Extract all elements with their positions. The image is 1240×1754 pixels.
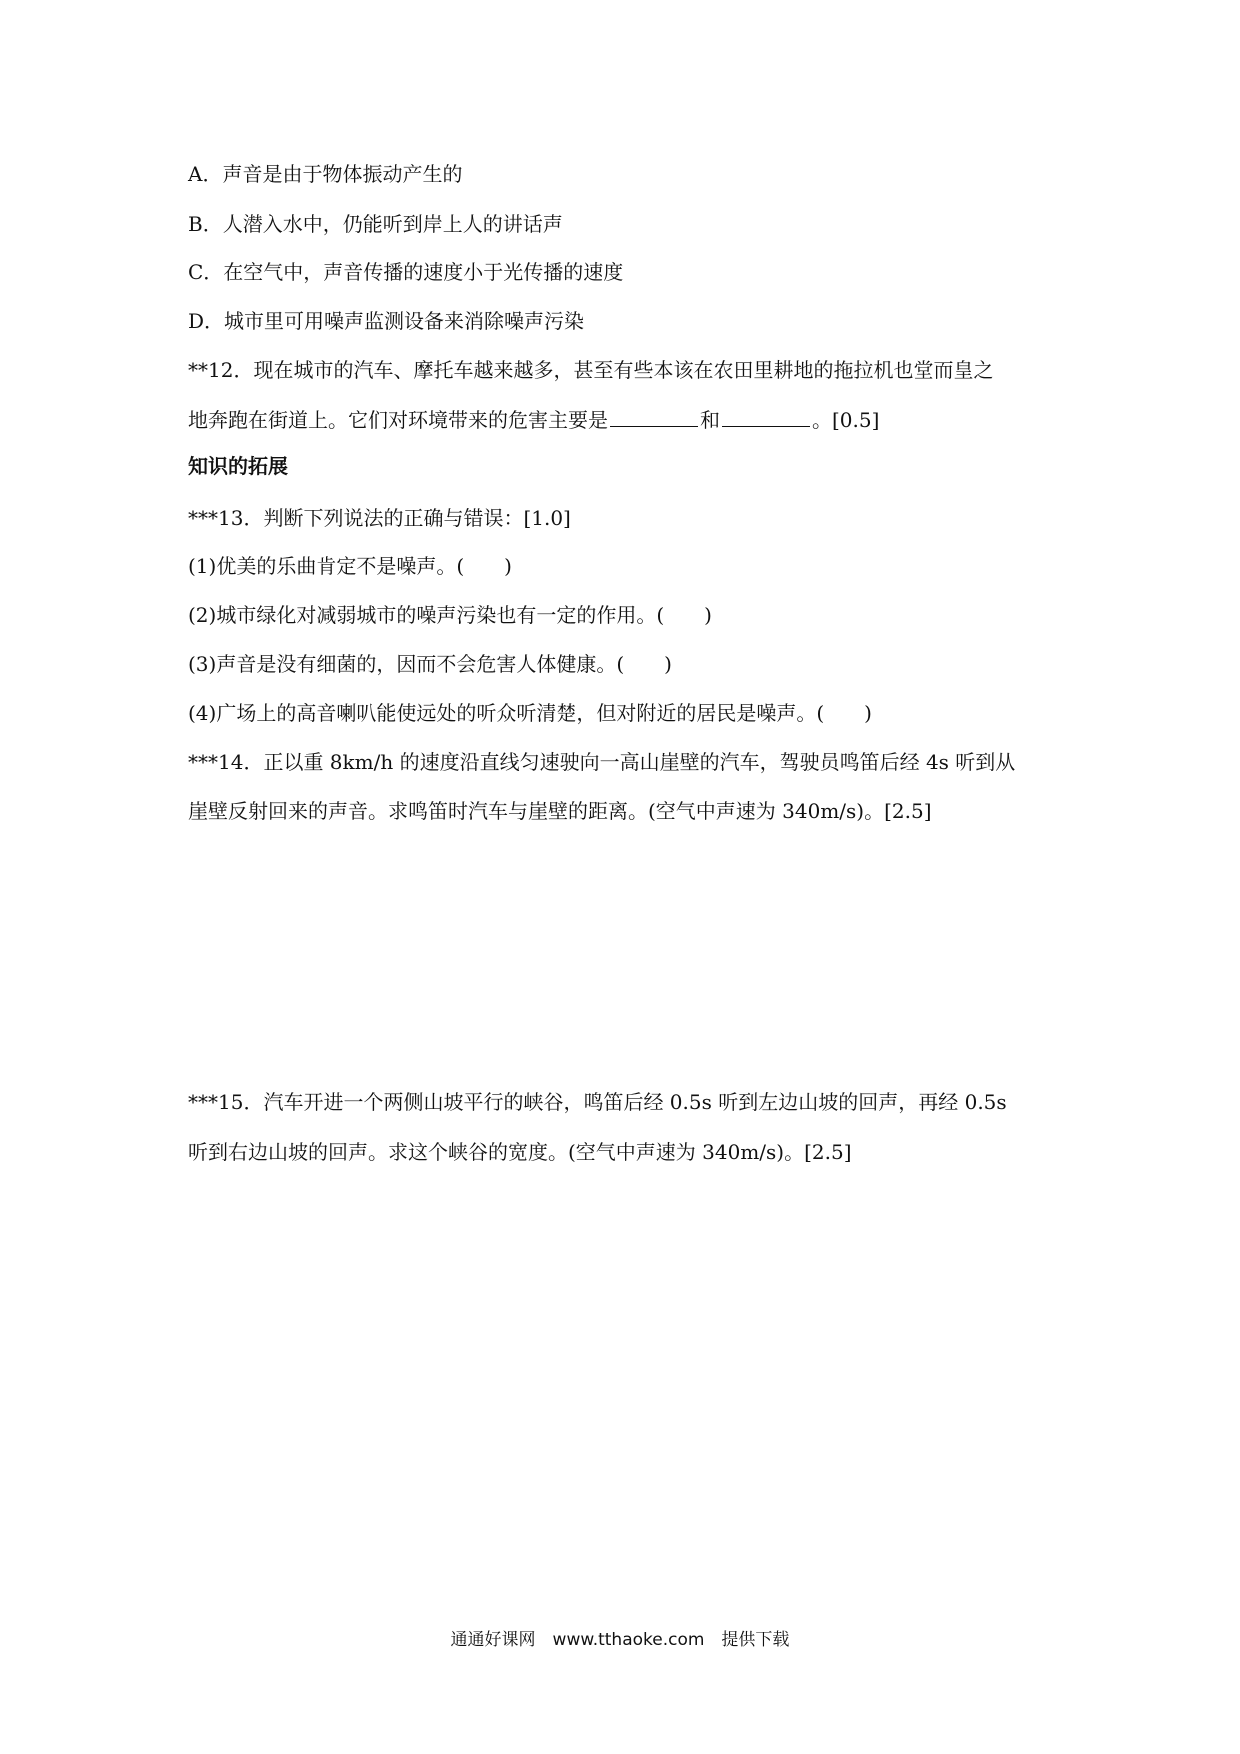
question-15-line-2: 听到右边山坡的回声。求这个峡谷的宽度。(空气中声速为 340m/s)。[2.5] [188,1140,852,1164]
question-13-item-4: (4)广场上的高音喇叭能使远处的听众听清楚，但对附近的居民是噪声。( ) [188,701,872,725]
question-12-line-2 [188,406,879,434]
answer-blank-2[interactable] [722,406,810,427]
question-12-line-1: **12．现在城市的汽车、摩托车越来越多，甚至有些本该在农田里耕地的拖拉机也堂而皇之 [188,358,994,382]
question-14-line-2: 崖壁反射回来的声音。求鸣笛时汽车与崖壁的距离。(空气中声速为 340m/s)。[2.5] [188,799,932,823]
answer-blank-1[interactable] [610,406,698,427]
option-d: D．城市里可用噪声监测设备来消除噪声污染 [188,309,585,333]
option-a: A．声音是由于物体振动产生的 [188,162,463,186]
question-12-text-before: 地奔跑在街道上。它们对环境带来的危害主要是 [188,408,608,432]
question-13-title: ***13．判断下列说法的正确与错误：[1.0] [188,506,571,530]
question-13-item-1: (1)优美的乐曲肯定不是噪声。( ) [188,554,512,578]
page-footer: 通通好课网 www.tthaoke.com 提供下载 [450,1630,790,1650]
option-b: B．人潜入水中，仍能听到岸上人的讲话声 [188,212,563,236]
question-12-text-mid: 和 [700,408,720,432]
question-15-line-1: ***15．汽车开进一个两侧山坡平行的峡谷，鸣笛后经 0.5s 听到左边山坡的回声，再经 0.5s [188,1090,1007,1114]
question-14-line-1: ***14．正以重 8km/h 的速度沿直线匀速驶向一高山崖壁的汽车，驾驶员鸣笛后经 4s 听到从 [188,750,1016,774]
question-12-text-after: 。[0.5] [812,408,880,432]
question-13-item-2: (2)城市绿化对减弱城市的噪声污染也有一定的作用。( ) [188,603,712,627]
option-c: C．在空气中，声音传播的速度小于光传播的速度 [188,260,624,284]
section-heading: 知识的拓展 [188,454,288,478]
question-13-item-3: (3)声音是没有细菌的，因而不会危害人体健康。( ) [188,652,672,676]
